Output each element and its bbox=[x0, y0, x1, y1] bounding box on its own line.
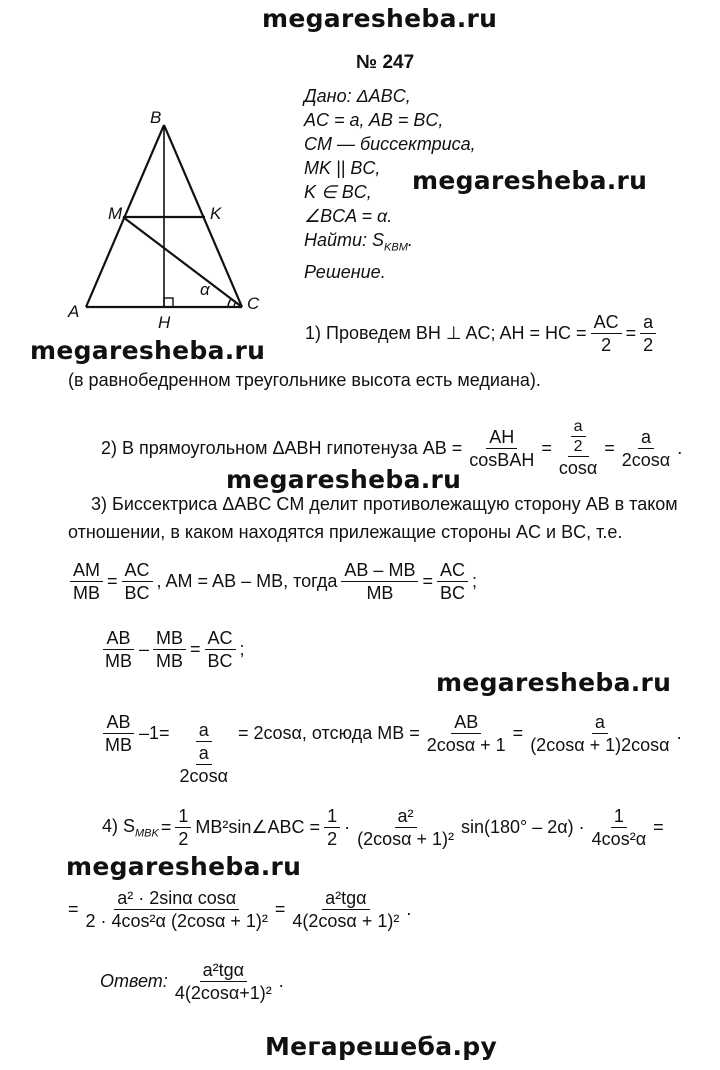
given-line-5: K ∈ BC, bbox=[304, 182, 372, 202]
watermark-bottom: Мегарешеба.ру bbox=[265, 1032, 498, 1061]
answer: Ответ: $\frac{\text{a²tgα}}{\text{4(2cosα+1)²}}$ . bbox=[100, 960, 284, 1003]
given-line-3: CM — биссектриса, bbox=[304, 134, 476, 154]
watermark-2: megaresheba.ru bbox=[30, 336, 266, 365]
right-angle-mark bbox=[164, 298, 173, 307]
label-h: H bbox=[158, 313, 171, 330]
given-line-7: Найти: $S_{KBM}$. bbox=[304, 230, 413, 254]
watermark-top: megaresheba.ru bbox=[262, 4, 498, 33]
watermark-5: megaresheba.ru bbox=[66, 852, 302, 881]
label-m: M bbox=[108, 204, 123, 223]
label-b: B bbox=[150, 108, 162, 127]
step-2: 2) В прямоугольном ΔABH гипотенуза AB = $\frac{AH}{\text{cosBAH}}$ = $\frac{\frac{a}{2}}{\cos\alpha}$ = $\frac{a}{2\cos\alpha}$ . bbox=[101, 418, 683, 478]
watermark-4: megaresheba.ru bbox=[436, 668, 672, 697]
triangle-figure bbox=[60, 105, 270, 330]
step-3-row-3: $\frac{AB}{MB}$ –1= $\frac{a}{\frac{a}{2\cos\alpha}}$ = 2cosα, отсюда MB = $\frac{AB}{2\cos\alpha + 1}$ = $\frac{a}{(2\cos\alpha + 1)2\cos\alpha}$ . bbox=[105, 711, 682, 786]
step-3-row-1: $\frac{AM}{MB}$ = $\frac{AC}{BC}$ , AM = AB – MB, тогда $\frac{AB - MB}{MB}$ = $\frac{AC}{BC}$ ; bbox=[68, 560, 477, 603]
step-3-line-1: 3) Биссектриса ΔABC CM делит противолежащую сторону AB в таком bbox=[91, 494, 678, 514]
label-k: K bbox=[210, 204, 222, 223]
step-3-line-2: отношении, в каком находятся прилежащие стороны AC и BC, т.е. bbox=[68, 522, 623, 542]
bisector-cm bbox=[123, 217, 242, 307]
step-1: 1) Проведем BH ⊥ AC; AH = HC = $\frac{AC}{2}$ = $\frac{a}{2}$ bbox=[305, 312, 658, 355]
label-c: C bbox=[247, 294, 260, 313]
step-1-note: (в равнобедренном треугольнике высота есть медиана). bbox=[68, 370, 541, 390]
given-line-1: Дано: ΔABC, bbox=[304, 86, 411, 106]
label-alpha: α bbox=[200, 280, 210, 299]
problem-number: № 247 bbox=[356, 52, 415, 73]
step-4-row-1: 4) $S_{MBK}$ = $\frac{1}{2}$ MB²sin∠ABC = $\frac{1}{2}$ · $\frac{\text{a²}}{\text{(2cosα + 1)²}}$ sin(180° – 2α) · $\frac{1}{\text{4cos²α}}$ = bbox=[102, 806, 664, 849]
watermark-1: megaresheba.ru bbox=[412, 166, 648, 195]
angle-arc bbox=[228, 299, 231, 307]
step-4-row-2: = $\frac{\text{a² · 2sinα cosα}}{\text{2 · 4cos²α (2cosα + 1)²}}$ = $\frac{\text{a²tgα}}{\text{4(2cosα + 1)²}}$ . bbox=[68, 888, 412, 931]
given-line-8: Решение. bbox=[304, 261, 386, 282]
given-line-6: ∠BCA = α. bbox=[304, 206, 393, 226]
step-3-row-2: $\frac{AB}{MB}$ – $\frac{MB}{MB}$ = $\frac{AC}{BC}$ ; bbox=[105, 628, 245, 671]
watermark-3: megaresheba.ru bbox=[226, 465, 462, 494]
given-block bbox=[304, 84, 476, 284]
label-a: A bbox=[68, 302, 80, 321]
given-line-2: AC = a, AB = BC, bbox=[304, 110, 444, 130]
given-line-4: MK || BC, bbox=[304, 158, 381, 178]
